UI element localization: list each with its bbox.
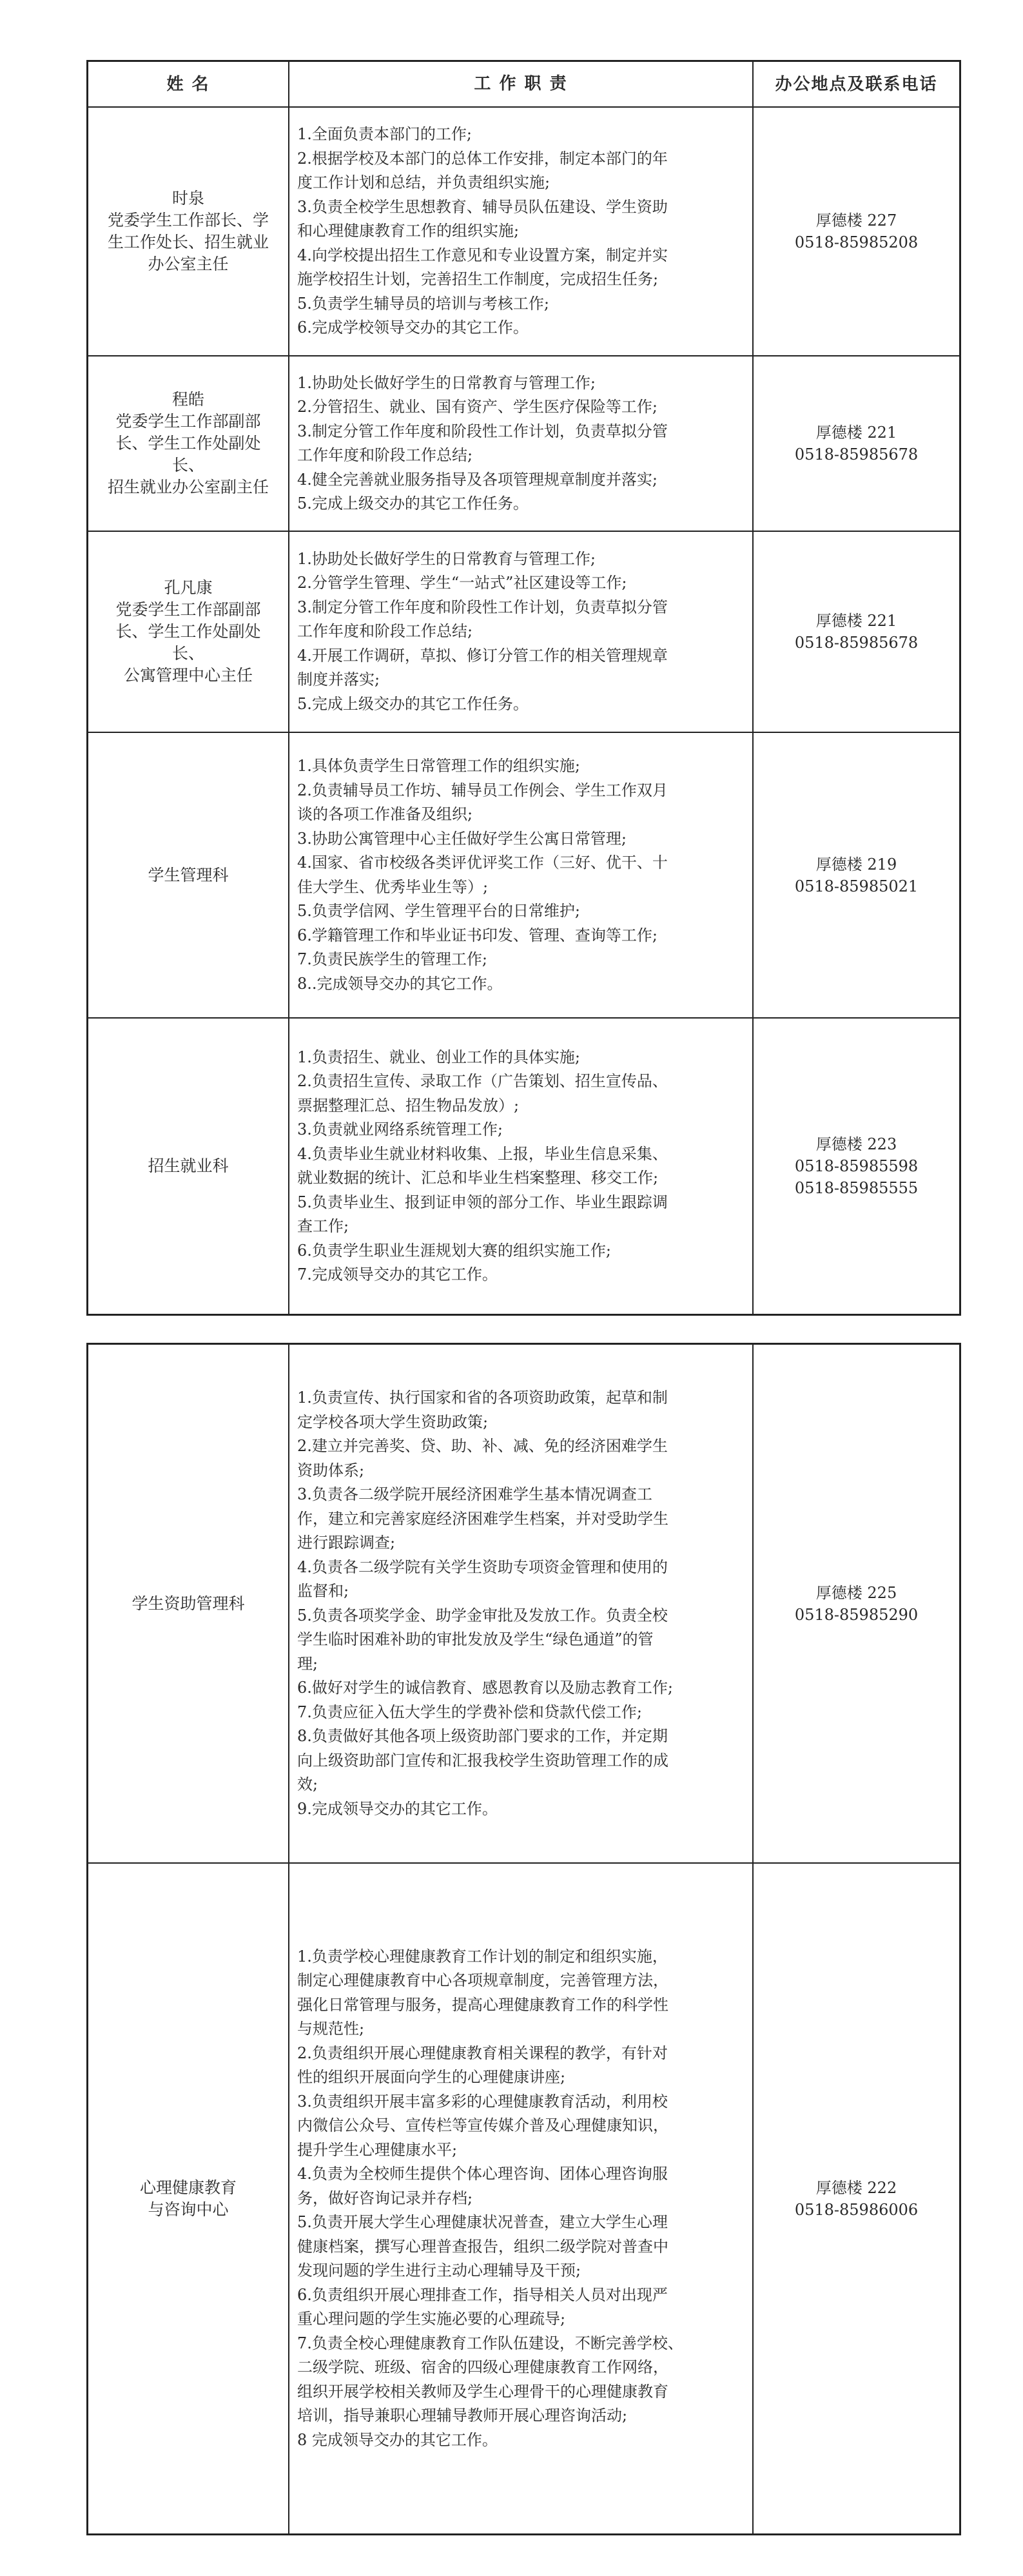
duty-line: 7.负责应征入伍大学生的学费补偿和贷款代偿工作; — [297, 1703, 642, 1721]
contact-cell — [754, 532, 959, 732]
contact-cell — [754, 1019, 959, 1314]
duty-line: 4.向学校提出招生工作意见和专业设置方案，制定并实 — [297, 246, 668, 264]
office-location: 厚德楼 219 — [815, 855, 897, 873]
duty-line: 3.负责就业网络系统管理工作; — [297, 1120, 503, 1138]
name-line: 党委学生工作部副部 — [115, 412, 261, 431]
duty-line: 6.完成学校领导交办的其它工作。 — [297, 318, 529, 337]
duty-line: 4.开展工作调研，草拟、修订分管工作的相关管理规章 — [297, 646, 668, 665]
duty-line: 就业数据的统计、汇总和毕业生档案整理、移交工作; — [297, 1169, 659, 1187]
contact-cell — [754, 1864, 959, 2533]
duty-line: 作，建立和完善家庭经济困难学生档案，并对受助学生 — [297, 1509, 668, 1528]
duty-line: 查工作; — [297, 1217, 349, 1235]
office-location: 厚德楼 222 — [815, 2178, 897, 2197]
duties-table-2 — [86, 1343, 961, 2535]
duty-line: 5.负责各项奖学金、助学金审批及发放工作。负责全校 — [297, 1606, 668, 1625]
duty-line: 进行跟踪调查; — [297, 1534, 396, 1552]
table-row — [88, 1345, 959, 1862]
duty-line: 9.完成领导交办的其它工作。 — [297, 1799, 498, 1818]
name-cell — [88, 356, 289, 531]
name-line: 办公室主任 — [148, 255, 229, 273]
duty-line: 和心理健康教育工作的组织实施; — [297, 222, 520, 240]
table-header-row — [88, 62, 959, 106]
duty-line: 8..完成领导交办的其它工作。 — [297, 974, 503, 993]
table-row — [88, 531, 959, 732]
duty-line: 强化日常管理与服务，提高心理健康教育工作的科学性 — [297, 1995, 668, 2014]
contact-cell — [754, 356, 959, 531]
duty-line: 4.国家、省市校级各类评优评奖工作（三好、优干、十 — [297, 854, 668, 872]
duty-line: 1.协助处长做好学生的日常教育与管理工作; — [297, 373, 596, 392]
duty-line: 提升学生心理健康水平; — [297, 2140, 458, 2159]
duty-line: 4.负责毕业生就业材料收集、上报，毕业生信息采集、 — [297, 1144, 668, 1163]
duty-line: 5.完成上级交办的其它工作任务。 — [297, 694, 529, 713]
table-row — [88, 732, 959, 1017]
duty-line: 7.负责民族学生的管理工作; — [297, 950, 487, 968]
name-line: 招生就业科 — [148, 1156, 229, 1175]
name-line: 程皓 — [171, 390, 204, 409]
phone-number: 0518-85985021 — [794, 877, 919, 895]
duty-line: 制定心理健康教育中心各项规章制度，完善管理方法， — [297, 1971, 668, 1990]
duty-line: 6.做好对学生的诚信教育、感恩教育以及励志教育工作; — [297, 1679, 673, 1697]
duty-line: 4.负责各二级学院有关学生资助专项资金管理和使用的 — [297, 1557, 668, 1576]
duty-line: 务，做好咨询记录并存档; — [297, 2189, 473, 2207]
duty-line: 6.学籍管理工作和毕业证书印发、管理、查询等工作; — [297, 926, 658, 944]
name-line: 与咨询中心 — [148, 2200, 229, 2219]
duty-line: 1.全面负责本部门的工作; — [297, 125, 472, 144]
duty-line: 工作年度和阶段工作总结; — [297, 622, 473, 641]
duty-line: 监督和; — [297, 1582, 349, 1600]
name-cell — [88, 108, 289, 355]
duties-cell — [289, 1864, 754, 2533]
duty-line: 3.负责组织开展丰富多彩的心理健康教育活动，利用校 — [297, 2092, 668, 2111]
name-line: 时泉 — [171, 189, 204, 208]
name-line: 公寓管理中心主任 — [123, 666, 253, 685]
duty-line: 5.负责学信网、学生管理平台的日常维护; — [297, 902, 580, 920]
name-cell — [88, 1864, 289, 2533]
duty-line: 理; — [297, 1654, 318, 1673]
name-cell — [88, 733, 289, 1017]
name-cell — [88, 1345, 289, 1862]
office-location: 厚德楼 223 — [815, 1135, 897, 1153]
duties-cell — [289, 108, 754, 355]
duty-line: 4.负责为全校师生提供个体心理咨询、团体心理咨询服 — [297, 2165, 668, 2183]
duty-line: 2.分管学生管理、学生“一站式”社区建设等工作; — [297, 574, 627, 592]
duty-line: 票据整理汇总、招生物品发放）; — [297, 1096, 520, 1115]
duty-line: 1.负责学校心理健康教育工作计划的制定和组织实施， — [297, 1947, 668, 1966]
office-location: 厚德楼 225 — [815, 1583, 897, 1602]
duty-line: 7.负责全校心理健康教育工作队伍建设，不断完善学校、 — [297, 2334, 683, 2352]
duty-line: 谈的各项工作准备及组织; — [297, 805, 473, 823]
duties-cell — [289, 1019, 754, 1314]
duty-line: 3.制定分管工作年度和阶段性工作计划，负责草拟分管 — [297, 422, 668, 440]
name-line: 长、学生工作处副处长、 — [115, 434, 261, 474]
duty-line: 工作年度和阶段工作总结; — [297, 446, 473, 464]
duty-line: 二级学院、班级、宿舍的四级心理健康教育工作网络， — [297, 2358, 668, 2377]
name-line: 党委学生工作部副部 — [115, 600, 261, 619]
duty-line: 佳大学生、优秀毕业生等）; — [297, 877, 489, 896]
duty-line: 4.健全完善就业服务指导及各项管理规章制度并落实; — [297, 470, 658, 489]
duty-line: 8.负责做好其他各项上级资助部门要求的工作，并定期 — [297, 1727, 668, 1745]
name-line: 学生管理科 — [148, 865, 229, 884]
duty-line: 施学校招生计划，完善招生工作制度，完成招生任务; — [297, 270, 659, 289]
name-cell — [88, 532, 289, 732]
duty-line: 与规范性; — [297, 2020, 365, 2038]
duty-line: 5.负责学生辅导员的培训与考核工作; — [297, 294, 549, 313]
duty-line: 3.负责全校学生思想教育、辅导员队伍建设、学生资助 — [297, 197, 668, 216]
duty-line: 2.负责辅导员工作坊、辅导员工作例会、学生工作双月 — [297, 781, 668, 799]
duty-line: 组织开展学校相关教师及学生心理骨干的心理健康教育 — [297, 2382, 668, 2401]
phone-number: 0518-85985208 — [794, 233, 919, 251]
office-location: 厚德楼 221 — [815, 424, 897, 442]
duty-line: 5.负责开展大学生心理健康状况普查，建立大学生心理 — [297, 2213, 668, 2232]
duty-line: 发现问题的学生进行主动心理辅导及干预; — [297, 2261, 581, 2280]
phone-number: 0518-85985598 — [794, 1157, 919, 1175]
duty-line: 制度并落实; — [297, 670, 380, 689]
office-location: 厚德楼 227 — [815, 211, 897, 229]
name-line: 学生资助管理科 — [132, 1594, 245, 1613]
duty-line: 7.完成领导交办的其它工作。 — [297, 1265, 498, 1283]
table-row — [88, 1862, 959, 2533]
duties-cell — [289, 1345, 754, 1862]
phone-number: 0518-85985555 — [794, 1179, 919, 1197]
duty-line: 5.完成上级交办的其它工作任务。 — [297, 494, 529, 512]
table-row — [88, 106, 959, 355]
duty-line: 2.负责组织开展心理健康教育相关课程的教学，有针对 — [297, 2044, 668, 2062]
duty-line: 重心理问题的学生实施必要的心理疏导; — [297, 2310, 566, 2328]
name-line: 生工作处长、招生就业 — [107, 233, 269, 251]
name-line: 心理健康教育 — [139, 2178, 237, 2197]
duty-line: 学生临时困难补助的审批发放及学生“绿色通道”的管 — [297, 1630, 654, 1648]
duty-line: 度工作计划和总结，并负责组织实施; — [297, 173, 550, 192]
duties-cell — [289, 532, 754, 732]
duty-line: 8 完成领导交办的其它工作。 — [297, 2430, 498, 2449]
duty-line: 健康档案，撰写心理普查报告，组织二级学院对普查中 — [297, 2237, 668, 2256]
duty-line: 1.协助处长做好学生的日常教育与管理工作; — [297, 549, 596, 568]
duty-line: 5.负责毕业生、报到证申领的部分工作、毕业生跟踪调 — [297, 1193, 668, 1211]
phone-number: 0518-85985678 — [794, 634, 919, 652]
table-row — [88, 355, 959, 531]
name-cell — [88, 1019, 289, 1314]
duty-line: 定学校各项大学生资助政策; — [297, 1412, 489, 1431]
header-name: 姓 名 — [88, 62, 289, 106]
duty-line: 资助体系; — [297, 1461, 365, 1479]
duty-line: 效; — [297, 1775, 318, 1793]
duty-line: 6.负责组织开展心理排查工作，指导相关人员对出现严 — [297, 2285, 668, 2304]
name-line: 党委学生工作部长、学 — [107, 211, 269, 229]
duty-line: 2.分管招生、就业、国有资产、学生医疗保险等工作; — [297, 398, 658, 416]
duty-line: 3.负责各二级学院开展经济困难学生基本情况调查工 — [297, 1485, 652, 1503]
duty-line: 6.负责学生职业生涯规划大赛的组织实施工作; — [297, 1241, 611, 1260]
name-line: 孔凡康 — [164, 578, 213, 597]
duty-line: 培训，指导兼职心理辅导教师开展心理咨询活动; — [297, 2406, 628, 2425]
duty-line: 1.负责招生、就业、创业工作的具体实施; — [297, 1048, 580, 1066]
header-contact: 办公地点及联系电话 — [775, 74, 938, 94]
phone-number: 0518-85985290 — [794, 1605, 919, 1624]
duty-line: 1.负责宣传、执行国家和省的各项资助政策，起草和制 — [297, 1389, 668, 1407]
header-duties: 工 作 职 责 — [289, 62, 754, 106]
name-line: 招生就业办公室副主任 — [107, 478, 269, 496]
duty-line: 性的组织开展面向学生的心理健康讲座; — [297, 2068, 566, 2087]
duties-cell — [289, 356, 754, 531]
duties-table-1 — [86, 60, 961, 1316]
duty-line: 1.具体负责学生日常管理工作的组织实施; — [297, 757, 580, 775]
duty-line: 内微信公众号、宣传栏等宣传媒介普及心理健康知识， — [297, 2116, 668, 2135]
duty-line: 3.制定分管工作年度和阶段性工作计划，负责草拟分管 — [297, 598, 668, 616]
duty-line: 2.根据学校及本部门的总体工作安排，制定本部门的年 — [297, 149, 668, 168]
duty-line: 3.协助公寓管理中心主任做好学生公寓日常管理; — [297, 829, 627, 848]
office-location: 厚德楼 221 — [815, 612, 897, 630]
name-line: 长、学生工作处副处长、 — [115, 622, 261, 663]
phone-number: 0518-85985678 — [794, 445, 919, 463]
duties-cell — [289, 733, 754, 1017]
phone-number: 0518-85986006 — [794, 2200, 919, 2219]
duty-line: 2.建立并完善奖、贷、助、补、减、免的经济困难学生 — [297, 1437, 668, 1455]
contact-cell — [754, 108, 959, 355]
contact-cell — [754, 1345, 959, 1862]
table-row — [88, 1017, 959, 1314]
duty-line: 向上级资助部门宣传和汇报我校学生资助管理工作的成 — [297, 1751, 668, 1770]
duty-line: 2.负责招生宣传、录取工作（广告策划、招生宣传品、 — [297, 1072, 668, 1090]
contact-cell — [754, 733, 959, 1017]
